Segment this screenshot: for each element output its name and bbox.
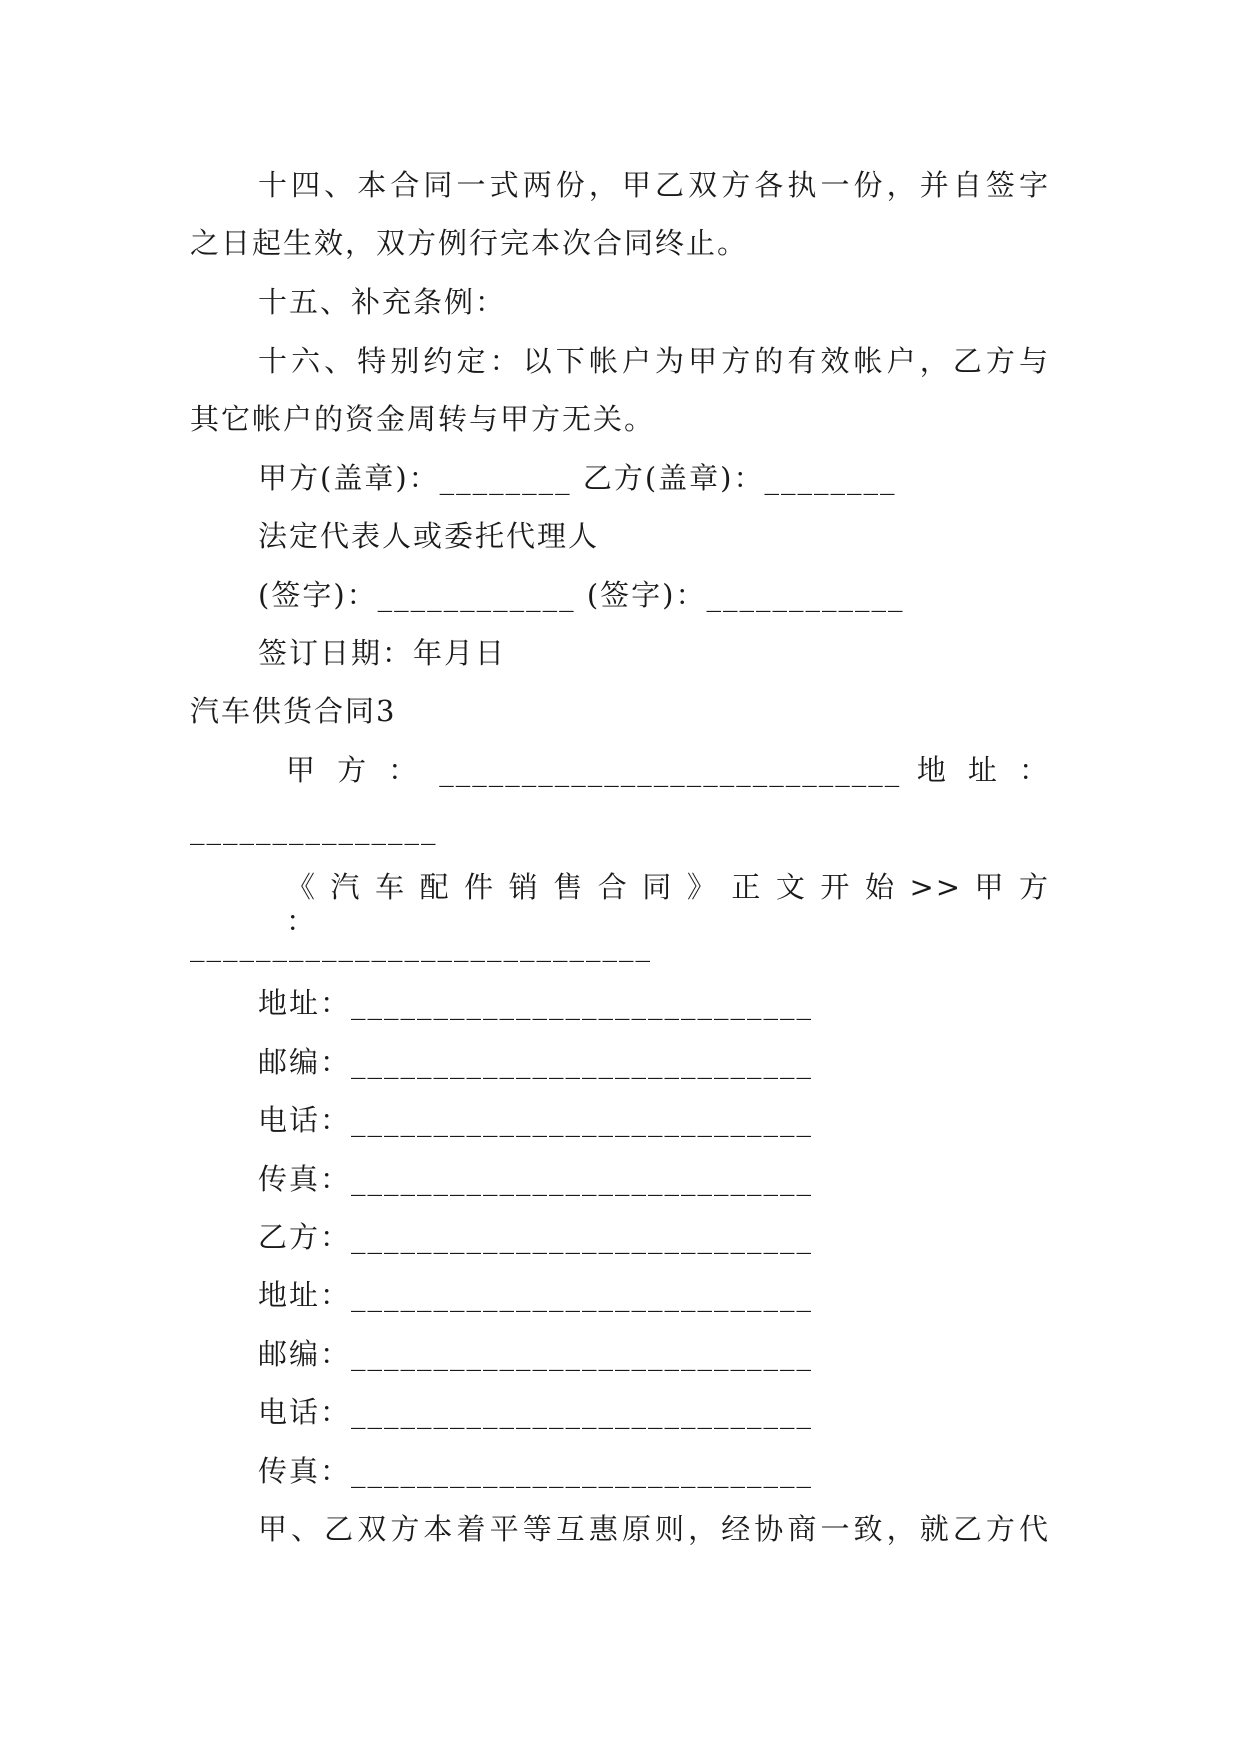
party-b: 乙方：____________________________ (258, 1220, 814, 1254)
party-b-fax: 传真：____________________________ (258, 1454, 814, 1488)
party-b-address: 地址：____________________________ (258, 1278, 814, 1312)
signature-line: (签字)：____________ (签字)：____________ (258, 578, 905, 612)
party-a-fax: 传真：____________________________ (258, 1162, 814, 1196)
contract-start-line: 《 汽 车 配 件 销 售 合 同 》 正 文 开 始 >> 甲 方 ： (286, 870, 1050, 938)
clause-15: 十五、补充条例： (258, 285, 507, 319)
blank-line-1: _______________ (190, 811, 438, 845)
signing-date: 签订日期：年月日 (258, 636, 507, 670)
clause-16-line-1: 十六、特别约定：以下帐户为甲方的有效帐户，乙方与 (258, 344, 1050, 378)
clause-14-line-2: 之日起生效，双方例行完本次合同终止。 (190, 226, 749, 260)
section-title: 汽车供货合同3 (190, 694, 397, 728)
clause-16-line-2: 其它帐户的资金周转与甲方无关。 (190, 402, 656, 436)
blank-line-2: ____________________________ (190, 928, 652, 962)
party-a-phone: 电话：____________________________ (258, 1103, 814, 1137)
clause-14-line-1: 十四、本合同一式两份，甲乙双方各执一份，并自签字 (258, 168, 1050, 202)
party-b-postcode: 邮编：____________________________ (258, 1337, 814, 1371)
agreement-intro: 甲、乙双方本着平等互惠原则，经协商一致，就乙方代 (258, 1512, 1050, 1546)
party-b-phone: 电话：____________________________ (258, 1395, 814, 1429)
party-a-postcode: 邮编：____________________________ (258, 1045, 814, 1079)
party-a-address: 地址：____________________________ (258, 986, 814, 1020)
representative-label: 法定代表人或委托代理人 (258, 519, 600, 553)
seal-line: 甲方(盖章)：________ 乙方(盖章)：________ (258, 461, 897, 495)
party-a-address-line: 甲 方 ： ____________________________ 地 址 ： (286, 753, 1050, 787)
